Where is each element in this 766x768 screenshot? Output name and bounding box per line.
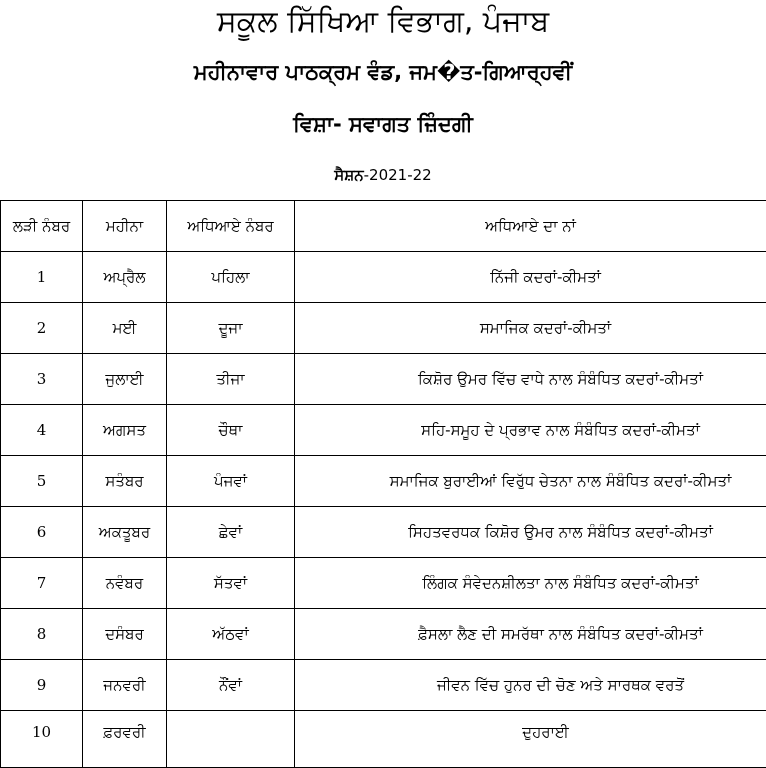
session-label: ਸੈਸ਼ਨ — [334, 166, 363, 184]
chapter-name-cell: ਕਿਸ਼ੋਰ ਉਮਰ ਵਿੱਚ ਵਾਧੇ ਨਾਲ ਸੰਬੰਧਿਤ ਕਦਰਾਂ-ਕੀਮਤਾਂ — [295, 354, 766, 405]
table-header-row — [1, 201, 766, 252]
chapter-name-cell: ਸਮਾਜਿਕ ਕਦਰਾਂ-ਕੀਮਤਾਂ — [295, 303, 766, 354]
chapter-number-cell: ਅੱਠਵਾਂ — [167, 609, 295, 660]
chapter-number-cell: ਪੰਜਵਾਂ — [167, 456, 295, 507]
table-row — [1, 609, 766, 660]
column-header-chapter-number: ਅਧਿਆਏ ਨੰਬਰ — [167, 201, 295, 252]
session-value: -2021-22 — [364, 166, 432, 184]
table-row — [1, 711, 766, 768]
column-header-chapter-name: ਅਧਿਆਏ ਦਾ ਨਾਂ — [295, 201, 766, 252]
chapter-name-cell: ਜੀਵਨ ਵਿੱਚ ਹੁਨਰ ਦੀ ਚੋਣ ਅਤੇ ਸਾਰਥਕ ਵਰਤੋਂ — [295, 660, 766, 711]
serial-cell: 2 — [1, 303, 83, 354]
month-cell: ਮਈ — [83, 303, 167, 354]
serial-cell: 3 — [1, 354, 83, 405]
chapter-name-cell: ਦੁਹਰਾਈ — [295, 711, 766, 768]
serial-cell: 10 — [1, 711, 83, 768]
syllabus-subtitle: ਮਹੀਨਾਵਾਰ ਪਾਠਕ੍ਰਮ ਵੰਡ, ਜਮ�ਤ-ਗਿਆਰ੍ਹਵੀਂ — [0, 60, 766, 85]
serial-cell: 1 — [1, 252, 83, 303]
chapter-number-cell: ਤੀਜਾ — [167, 354, 295, 405]
chapter-number-cell: ਪਹਿਲਾ — [167, 252, 295, 303]
serial-cell: 7 — [1, 558, 83, 609]
serial-cell: 6 — [1, 507, 83, 558]
table-row — [1, 354, 766, 405]
chapter-number-cell: ਚੌਥਾ — [167, 405, 295, 456]
month-cell: ਦਸੰਬਰ — [83, 609, 167, 660]
chapter-number-cell: ਛੇਵਾਂ — [167, 507, 295, 558]
month-cell: ਅਪ੍ਰੈਲ — [83, 252, 167, 303]
chapter-number-cell: ਸੱਤਵਾਂ — [167, 558, 295, 609]
session-line — [0, 166, 766, 184]
column-header-month: ਮਹੀਨਾ — [83, 201, 167, 252]
table-row — [1, 405, 766, 456]
column-header-serial: ਲੜੀ ਨੰਬਰ — [1, 201, 83, 252]
table-row — [1, 456, 766, 507]
syllabus-table — [0, 200, 766, 768]
department-title: ਸਕੂਲ ਸਿੱਖਿਆ ਵਿਭਾਗ, ਪੰਜਾਬ — [0, 4, 766, 39]
month-cell: ਨਵੰਬਰ — [83, 558, 167, 609]
table-row — [1, 303, 766, 354]
chapter-name-cell: ਫ਼ੈਸਲਾ ਲੈਣ ਦੀ ਸਮਰੱਥਾ ਨਾਲ ਸੰਬੰਧਿਤ ਕਦਰਾਂ-ਕੀਮਤਾਂ — [295, 609, 766, 660]
month-cell: ਜਨਵਰੀ — [83, 660, 167, 711]
chapter-number-cell: ਦੂਜਾ — [167, 303, 295, 354]
chapter-number-cell — [167, 711, 295, 768]
chapter-name-cell: ਸਿਹਤਵਰਧਕ ਕਿਸ਼ੋਰ ਉਮਰ ਨਾਲ ਸੰਬੰਧਿਤ ਕਦਰਾਂ-ਕੀਮਤਾਂ — [295, 507, 766, 558]
serial-cell: 4 — [1, 405, 83, 456]
month-cell: ਅਗਸਤ — [83, 405, 167, 456]
table-row — [1, 507, 766, 558]
chapter-name-cell: ਨਿੱਜੀ ਕਦਰਾਂ-ਕੀਮਤਾਂ — [295, 252, 766, 303]
chapter-name-cell: ਲਿੰਗਕ ਸੰਵੇਦਨਸ਼ੀਲਤਾ ਨਾਲ ਸੰਬੰਧਿਤ ਕਦਰਾਂ-ਕੀਮਤਾਂ — [295, 558, 766, 609]
chapter-name-cell: ਸਮਾਜਿਕ ਬੁਰਾਈਆਂ ਵਿਰੁੱਧ ਚੇਤਨਾ ਨਾਲ ਸੰਬੰਧਿਤ ਕਦਰਾਂ-ਕੀਮਤਾਂ — [295, 456, 766, 507]
table-row — [1, 660, 766, 711]
subject-title: ਵਿਸ਼ਾ- ਸਵਾਗਤ ਜ਼ਿੰਦਗੀ — [0, 112, 766, 137]
chapter-name-cell: ਸਹਿ-ਸਮੂਹ ਦੇ ਪ੍ਰਭਾਵ ਨਾਲ ਸੰਬੰਧਿਤ ਕਦਰਾਂ-ਕੀਮਤਾਂ — [295, 405, 766, 456]
chapter-number-cell: ਨੌਂਵਾਂ — [167, 660, 295, 711]
month-cell: ਫ਼ਰਵਰੀ — [83, 711, 167, 768]
serial-cell: 5 — [1, 456, 83, 507]
table-row — [1, 558, 766, 609]
serial-cell: 8 — [1, 609, 83, 660]
month-cell: ਜੁਲਾਈ — [83, 354, 167, 405]
serial-cell: 9 — [1, 660, 83, 711]
month-cell: ਸਤੰਬਰ — [83, 456, 167, 507]
table-row — [1, 252, 766, 303]
month-cell: ਅਕਤੂਬਰ — [83, 507, 167, 558]
